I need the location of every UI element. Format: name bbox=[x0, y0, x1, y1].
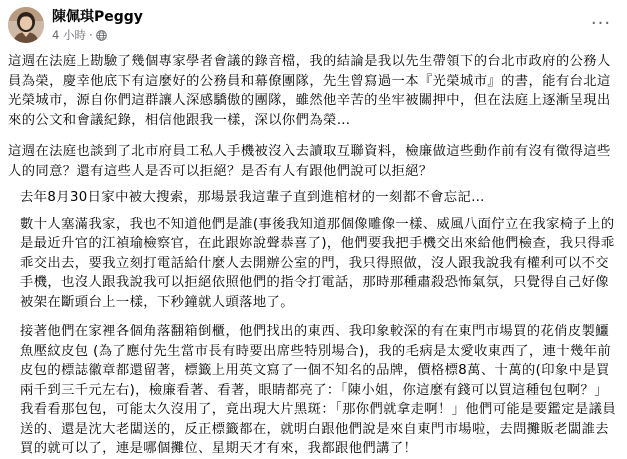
post-header bbox=[8, 7, 619, 43]
more-options-icon[interactable]: ··· bbox=[590, 12, 612, 34]
globe-icon bbox=[96, 30, 107, 41]
post-paragraph-1: 這週在法庭上勘驗了幾個專家學者會議的錄音檔，我的結論是我以先生帶領下的台北市政府的公務人員為榮，慶幸他底下有這麼好的公務員和幕僚團隊，先生曾寫過一本『光榮城市』的書，能有台北這光榮城市，源自你們這群讓人深感驕傲的團隊，雖然他辛苦的坐牢被關押中，但在法庭上逐漸呈現出來的公文和會議紀錄，相信他跟我一樣，深以你們為榮… bbox=[8, 54, 611, 128]
profile-photo-icon bbox=[8, 7, 44, 43]
post-time[interactable]: 4 小時 bbox=[52, 28, 86, 42]
post-paragraph-2: 這週在法庭也談到了北市府員工私人手機被沒入去讀取互聯資料，檢廉做這些動作前有沒有徵得這些人的同意？還有這些人是否可以拒絕？是否有人有跟他們說可以拒絕？ bbox=[8, 144, 611, 179]
post-paragraph-3: 去年8月30日家中被大搜索，那場景我這輩子直到進棺材的一刻都不會忘記… bbox=[20, 190, 485, 205]
avatar[interactable] bbox=[8, 7, 44, 43]
post-paragraph-5: 接著他們在家裡各個角落翻箱倒櫃，他們找出的東西、我印象較深的有在東門市場買的花俏皮製鱷魚壓紋皮包 (為了應付先生當市長有時要出席些特別場合)，我的毛病是太愛收東西了，連十幾年前皮包的標誌徽章都還留著，標籤上用英文寫了一個不知名的品牌，價格標8萬、十萬的(印象中是買兩千到三千元左右)，檢廉看著、看著，眼睛都亮了：「陳小姐，你這麼有錢可以買這種包包啊？」我看看那包包，可能太久沒用了，竟出現大片黑斑：「那你們就拿走啊！」他們可能是要鑑定是議員送的、還是沈大老闆送的，反正標籤都在，就明白跟他們說是來自東門市場啦，去問攤販老闆誰去買的就可以了，連是哪個攤位、星期天才有來，我都跟他們講了！ bbox=[20, 324, 617, 456]
post-paragraph-4: 數十人塞滿我家，我也不知道他們是誰(事後我知道那個像雕像一樣、威風八面佇立在我家椅子上的是最近升官的江禎瑜檢察官，在此跟妳說聲恭喜了)，他們要我把手機交出來給他們檢查，我只得乖乖交出去，要我立刻打電話給什麼人去開辦公室的門，我只得照做，沒人跟我說我有權利可以不交手機，也沒人跟我說我可以拒絕依照他們的指令打電話，那時那種肅殺恐怖氣氛，只覺得自己好像被架在斷頭台上一樣，下秒鐘就人頭落地了。 bbox=[20, 216, 615, 310]
author-name[interactable]: 陳佩琪Peggy bbox=[52, 9, 143, 25]
post-meta bbox=[52, 28, 107, 42]
meta-separator: · bbox=[88, 28, 93, 42]
post-body bbox=[8, 52, 619, 459]
